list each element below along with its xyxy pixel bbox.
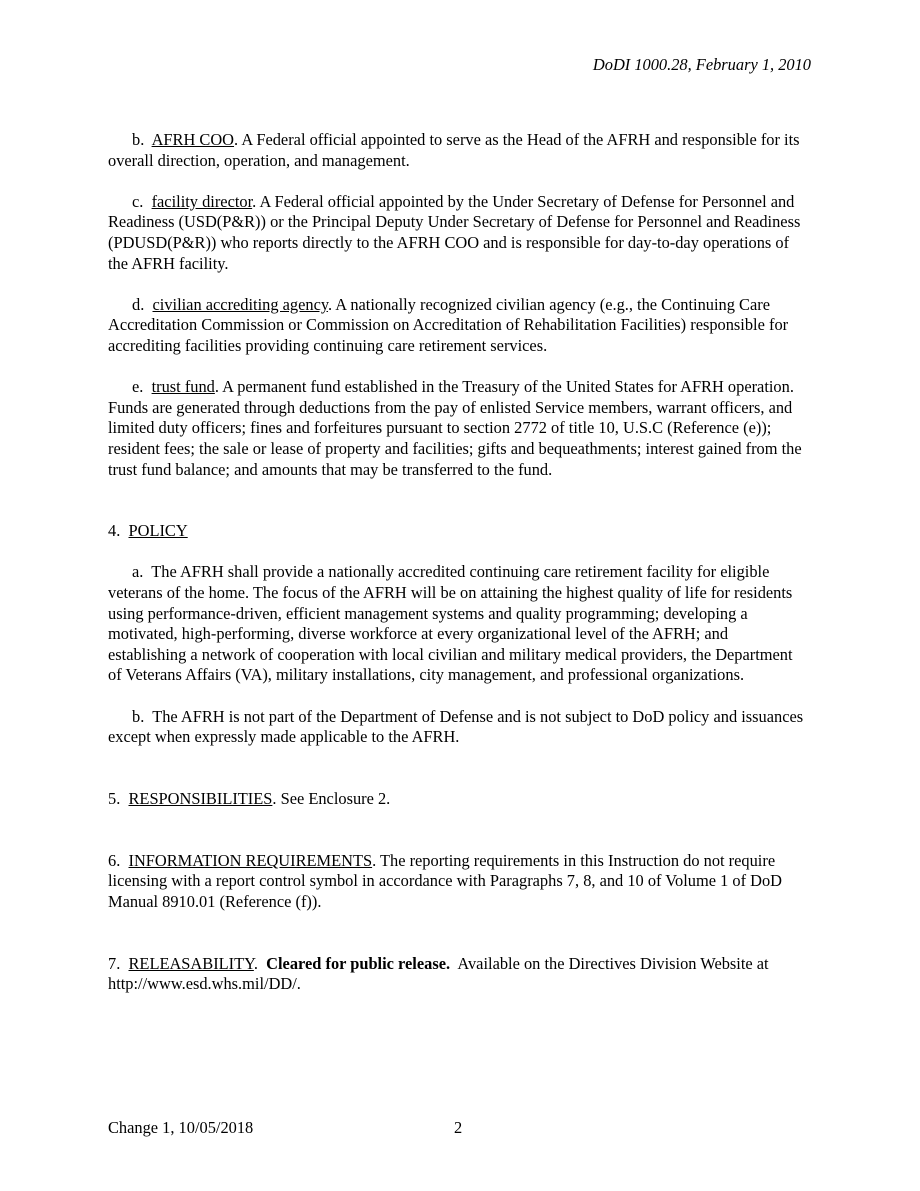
document-body (108, 130, 808, 1016)
page-number: 2 (454, 1118, 463, 1137)
cleared-statement: Cleared for public release. (266, 953, 451, 973)
running-header: DoDI 1000.28, February 1, 2010 (592, 55, 811, 74)
policy-item-b: b. The AFRH is not part of the Department of Defense and is not subject to DoD policy and issuances except when expressly made applicable to the AFRH. (108, 706, 804, 747)
section-policy-heading: 4. POLICY (108, 521, 188, 541)
term-civilian-accrediting-agency: civilian accrediting agency (152, 294, 329, 314)
definition-e: e. trust fund. A permanent fund established in the Treasury of the United States for AFRH operation. Funds are generated through deductions from the pay of enlisted Service members, warrant officers, and limited duty officers; fines and forfeitures pursuant to section 2772 of title 10, U.S.C (Reference (e)); resident fees; the sale or lease of property and facilities; gifts and bequeathments; interest gained from the trust fund balance; and amounts that may be transferred to the fund. (108, 377, 802, 479)
releasability-heading: RELEASABILITY (128, 953, 254, 973)
term-afrh-coo: AFRH COO (151, 130, 235, 149)
definition-d: d. civilian accrediting agency. A nationally recognized civilian agency (e.g., the Continuing Care Accreditation Commission or Commission on Accreditation of Rehabilitation Facilities) responsible for accrediting facilities providing continuing care retirement services. (108, 294, 789, 355)
responsibilities-heading: RESPONSIBILITIES (128, 789, 273, 808)
footer-change: Change 1, 10/05/2018 (108, 1118, 254, 1137)
information-requirements-heading: INFORMATION REQUIREMENTS (128, 850, 373, 870)
definition-b: b. AFRH COO. A Federal official appointed to serve as the Head of the AFRH and responsible for its overall direction, operation, and management. (108, 130, 800, 170)
term-trust-fund: trust fund (151, 377, 215, 397)
policy-item-a: a. The AFRH shall provide a nationally accredited continuing care retirement facility for eligible veterans of the home. The focus of the AFRH will be on attaining the highest quality of life for residents using performance-driven, efficient management systems and quality programming; developing a motivated, high-performing, diverse workforce at every organizational level of the AFRH; and establishing a network of cooperation with local civilian and military medical providers, the Department of Veterans Affairs (VA), military installations, city management, and professional organizations. (108, 562, 793, 685)
section-releasability: 7. RELEASABILITY. Cleared for public release. Available on the Directives Division Website at http://www.esd.whs.mil/DD/. (108, 953, 773, 994)
definition-c: c. facility director. A Federal official appointed by the Under Secretary of Defense for Personnel and Readiness (USD(P&R)) or the Principal Deputy Under Secretary of Defense for Personnel and Readiness (PDUSD(P&R)) who reports directly to the AFRH COO and is responsible for day-to-day operations of the AFRH facility. (108, 191, 801, 273)
term-facility-director: facility director (151, 191, 253, 211)
policy-heading: POLICY (128, 521, 188, 541)
section-information-requirements: 6. INFORMATION REQUIREMENTS. The reporting requirements in this Instruction do not require licensing with a report control symbol in accordance with Paragraphs 7, 8, and 10 of Volume 1 of DoD Manual 8910.01 (Reference (f)). (108, 850, 782, 911)
section-responsibilities: 5. RESPONSIBILITIES. See Enclosure 2. (108, 789, 391, 808)
